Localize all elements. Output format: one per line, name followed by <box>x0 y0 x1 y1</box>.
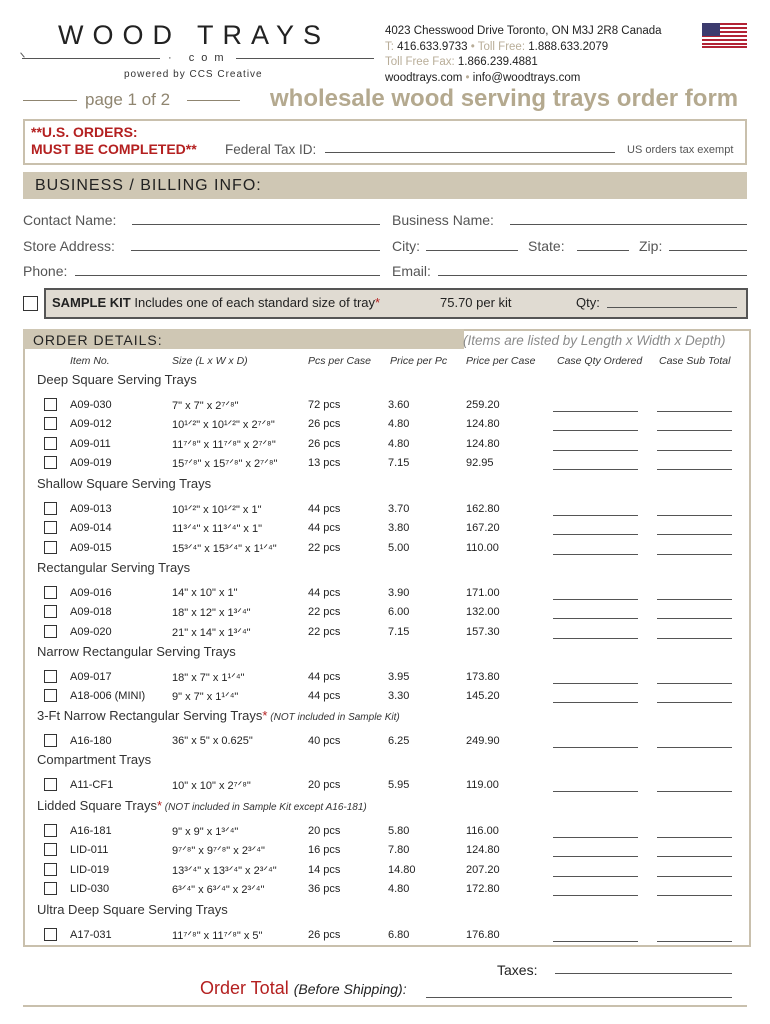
item-price-per-pc: 6.00 <box>388 606 410 619</box>
case-qty-field[interactable] <box>553 856 638 857</box>
item-number: A09-020 <box>70 625 112 638</box>
item-number: A09-013 <box>70 503 112 515</box>
case-qty-field[interactable] <box>553 469 638 470</box>
col-header-price-per-case: Price per Case <box>466 355 536 367</box>
case-subtotal-field[interactable] <box>657 469 732 470</box>
contact-block <box>385 24 662 86</box>
col-header-item-no: Item No. <box>70 355 110 367</box>
order-total-colon: : <box>402 981 407 997</box>
case-qty-field[interactable] <box>553 791 638 792</box>
sample-kit-desc: Includes one of each standard size of tray <box>134 295 376 310</box>
business-name-label: Business Name: <box>392 212 494 228</box>
taxes-field[interactable] <box>555 973 732 974</box>
tel-value: 416.633.9733 <box>397 40 468 53</box>
item-size: 6³ᐟ⁴" x 6³ᐟ⁴" x 2³ᐟ⁴" <box>172 883 265 896</box>
item-size: 9" x 9" x 1³ᐟ⁴" <box>172 826 239 838</box>
case-subtotal-field[interactable] <box>657 702 732 703</box>
case-qty-field[interactable] <box>553 876 638 877</box>
email-field[interactable] <box>438 275 747 276</box>
page-number: page 1 of 2 <box>85 90 171 109</box>
item-checkbox[interactable] <box>44 521 57 534</box>
item-checkbox[interactable] <box>44 689 57 702</box>
tax-exempt-note: US orders tax exempt <box>627 144 734 156</box>
item-price-per-case: 157.30 <box>466 625 500 638</box>
powered-by: powered by CCS Creative <box>124 69 263 80</box>
phone-field[interactable] <box>75 275 380 276</box>
item-number: A16-180 <box>70 735 112 747</box>
item-price-per-pc: 7.15 <box>388 625 410 638</box>
case-subtotal-field[interactable] <box>657 515 732 516</box>
tel-label: T: <box>385 40 394 53</box>
case-subtotal-field[interactable] <box>657 450 732 451</box>
page-rule-left <box>23 100 77 101</box>
col-header-size: Size (L x W x D) <box>172 355 248 367</box>
case-qty-field[interactable] <box>553 895 638 896</box>
item-number: A09-014 <box>70 522 112 535</box>
item-price-per-case: 259.20 <box>466 399 500 411</box>
item-pcs-per-case: 20 pcs <box>308 779 341 791</box>
case-subtotal-field[interactable] <box>657 837 732 838</box>
case-subtotal-field[interactable] <box>657 618 732 619</box>
item-pcs-per-case: 44 pcs <box>308 671 341 683</box>
case-subtotal-field[interactable] <box>657 791 732 792</box>
item-price-per-case: 249.90 <box>466 735 500 747</box>
item-price-per-pc: 14.80 <box>388 863 416 876</box>
item-pcs-per-case: 22 pcs <box>308 541 341 554</box>
item-pcs-per-case: 40 pcs <box>308 735 341 747</box>
category-title <box>37 476 211 491</box>
case-qty-field[interactable] <box>553 450 638 451</box>
sample-kit-line <box>52 295 380 310</box>
item-price-per-pc: 3.80 <box>388 522 410 535</box>
category-note: (NOT included in Sample Kit) <box>267 712 400 723</box>
col-header-price-per-pc: Price per Pc <box>390 355 448 367</box>
item-price-per-case: 162.80 <box>466 503 500 515</box>
item-size: 10" x 10" x 2⁷ᐟ⁸" <box>172 780 251 792</box>
item-pcs-per-case: 44 pcs <box>308 587 341 599</box>
col-header-case-qty: Case Qty Ordered <box>557 355 643 367</box>
case-qty-field[interactable] <box>553 411 638 412</box>
item-checkbox[interactable] <box>44 882 57 895</box>
item-price-per-case: 110.00 <box>466 541 499 554</box>
item-pcs-per-case: 26 pcs <box>308 929 341 941</box>
phone-label: Phone: <box>23 263 68 279</box>
logo-rule-right <box>236 58 374 59</box>
item-price-per-pc: 7.15 <box>388 457 410 470</box>
item-number: A09-012 <box>70 418 112 431</box>
item-price-per-pc: 6.25 <box>388 735 410 747</box>
case-subtotal-field[interactable] <box>657 534 732 535</box>
item-size: 7" x 7" x 2⁷ᐟ⁸" <box>172 400 239 412</box>
item-size: 9⁷ᐟ⁸" x 9⁷ᐟ⁸" x 2³ᐟ⁴" <box>172 845 265 858</box>
item-size: 15⁷ᐟ⁸" x 15⁷ᐟ⁸" x 2⁷ᐟ⁸" <box>172 458 278 471</box>
federal-tax-label: Federal Tax ID: <box>225 142 317 157</box>
item-price-per-case: 124.80 <box>466 844 500 857</box>
item-number: A09-030 <box>70 399 112 411</box>
item-number: A09-015 <box>70 541 112 554</box>
item-price-per-pc: 5.00 <box>388 541 410 554</box>
item-number: A17-031 <box>70 929 112 941</box>
item-checkbox[interactable] <box>44 863 57 876</box>
item-price-per-pc: 5.80 <box>388 825 410 837</box>
item-size: 9" x 7" x 1¹ᐟ⁴" <box>172 690 239 703</box>
case-subtotal-field[interactable] <box>657 599 732 600</box>
item-price-per-pc: 4.80 <box>388 882 410 895</box>
item-pcs-per-case: 72 pcs <box>308 399 341 411</box>
item-price-per-case: 124.80 <box>466 437 500 450</box>
item-pcs-per-case: 22 pcs <box>308 606 341 619</box>
item-number: A09-017 <box>70 671 112 683</box>
item-number: A11-CF1 <box>70 779 114 791</box>
category-star: * <box>156 798 163 813</box>
page-rule-right <box>187 100 240 101</box>
category-title <box>37 798 367 813</box>
store-address-field[interactable] <box>131 250 380 251</box>
item-price-per-case: 145.20 <box>466 689 500 702</box>
item-price-per-case: 167.20 <box>466 522 500 535</box>
case-qty-field[interactable] <box>553 515 638 516</box>
item-number: A09-018 <box>70 606 112 619</box>
item-price-per-pc: 4.80 <box>388 418 410 431</box>
separator-dot: • <box>465 71 473 84</box>
item-checkbox[interactable] <box>44 734 57 747</box>
case-qty-field[interactable] <box>553 554 638 555</box>
us-orders-line1: **U.S. ORDERS: <box>31 124 138 140</box>
case-subtotal-field[interactable] <box>657 554 732 555</box>
item-size: 11⁷ᐟ⁸" x 11⁷ᐟ⁸" x 5" <box>172 930 263 942</box>
case-qty-field[interactable] <box>553 599 638 600</box>
item-size: 10¹ᐟ²" x 10¹ᐟ²" x 2⁷ᐟ⁸" <box>172 419 275 432</box>
category-name: Shallow Square Serving Trays <box>37 476 212 491</box>
sample-kit-star: * <box>375 295 381 310</box>
sample-kit-qty-label: Qty: <box>576 295 600 310</box>
email-label: Email: <box>392 263 431 279</box>
item-size: 18" x 7" x 1¹ᐟ⁴" <box>172 672 245 684</box>
item-size: 11³ᐟ⁴" x 11³ᐟ⁴" x 1" <box>172 523 262 536</box>
item-price-per-pc: 3.95 <box>388 671 410 683</box>
col-header-pcs-per-case: Pcs per Case <box>308 355 372 367</box>
case-qty-field[interactable] <box>553 430 638 431</box>
taxes-label: Taxes: <box>497 962 538 978</box>
category-name: Deep Square Serving Trays <box>37 372 197 387</box>
item-pcs-per-case: 44 pcs <box>308 689 341 702</box>
zip-label: Zip: <box>639 238 663 254</box>
item-checkbox[interactable] <box>44 928 57 941</box>
item-price-per-pc: 5.95 <box>388 779 410 791</box>
item-price-per-case: 207.20 <box>466 863 500 876</box>
category-title <box>37 644 236 659</box>
phone-line <box>385 40 662 56</box>
category-title <box>37 902 228 917</box>
address: 4023 Chesswood Drive Toronto, ON M3J 2R8 Canada <box>385 25 662 37</box>
category-name: Compartment Trays <box>37 752 152 767</box>
us-orders-notice <box>31 124 197 158</box>
item-checkbox[interactable] <box>44 586 57 599</box>
item-number: A09-011 <box>70 437 111 450</box>
item-pcs-per-case: 26 pcs <box>308 418 341 431</box>
order-details-box <box>23 329 751 947</box>
zip-field[interactable] <box>669 250 747 251</box>
city-label: City: <box>392 238 420 254</box>
col-header-case-subtotal: Case Sub Total <box>659 355 731 367</box>
case-qty-field[interactable] <box>553 941 638 942</box>
separator-dot: • <box>470 40 478 53</box>
item-number: A09-016 <box>70 587 112 599</box>
case-qty-field[interactable] <box>553 638 638 639</box>
item-pcs-per-case: 26 pcs <box>308 437 341 450</box>
case-subtotal-field[interactable] <box>657 856 732 857</box>
case-qty-field[interactable] <box>553 534 638 535</box>
bottom-rule <box>23 1005 747 1007</box>
case-qty-field[interactable] <box>553 683 638 684</box>
item-number: A16-181 <box>70 825 112 837</box>
case-subtotal-field[interactable] <box>657 747 732 748</box>
contact-name-field[interactable] <box>132 224 380 225</box>
item-checkbox[interactable] <box>44 670 57 683</box>
item-price-per-pc: 3.90 <box>388 587 410 599</box>
category-name: Narrow Rectangular Serving Trays <box>37 644 236 659</box>
logo-rule-left-tip <box>20 52 25 57</box>
item-size: 10¹ᐟ²" x 10¹ᐟ²" x 1" <box>172 504 262 516</box>
order-details-note: (Items are listed by Length x Width x Depth) <box>463 333 726 348</box>
item-checkbox[interactable] <box>44 824 57 837</box>
item-price-per-case: 172.80 <box>466 882 500 895</box>
item-price-per-pc: 7.80 <box>388 844 410 857</box>
item-size: 11⁷ᐟ⁸" x 11⁷ᐟ⁸" x 2⁷ᐟ⁸" <box>172 438 276 451</box>
item-checkbox[interactable] <box>44 605 57 618</box>
item-price-per-pc: 3.30 <box>388 689 410 702</box>
logo-rule-left <box>22 58 160 59</box>
item-pcs-per-case: 36 pcs <box>308 882 341 895</box>
logo-title: WOOD TRAYS <box>58 20 331 50</box>
case-subtotal-field[interactable] <box>657 411 732 412</box>
item-price-per-case: 176.80 <box>466 929 500 941</box>
case-qty-field[interactable] <box>553 747 638 748</box>
sample-kit-qty-field[interactable] <box>607 307 737 308</box>
item-checkbox[interactable] <box>44 625 57 638</box>
item-price-per-pc: 6.80 <box>388 929 410 941</box>
us-orders-line2: MUST BE COMPLETED** <box>31 141 197 157</box>
fax-line <box>385 55 662 71</box>
item-price-per-pc: 3.60 <box>388 399 410 411</box>
item-pcs-per-case: 14 pcs <box>308 863 341 876</box>
item-price-per-case: 92.95 <box>466 457 494 470</box>
state-label: State: <box>528 238 565 254</box>
web-line <box>385 71 662 87</box>
category-title <box>37 560 190 575</box>
item-price-per-pc: 3.70 <box>388 503 410 515</box>
category-name: Rectangular Serving Trays <box>37 560 191 575</box>
tollfree-label: Toll Free: <box>477 40 526 53</box>
order-total-line <box>200 978 407 999</box>
business-name-field[interactable] <box>510 224 747 225</box>
case-qty-field[interactable] <box>553 702 638 703</box>
billing-heading: BUSINESS / BILLING INFO: <box>35 177 262 194</box>
item-size: 36" x 5" x 0.625" <box>172 735 253 747</box>
item-price-per-case: 116.00 <box>466 825 499 837</box>
item-size: 13³ᐟ⁴" x 13³ᐟ⁴" x 2³ᐟ⁴" <box>172 864 277 877</box>
fax-label: Toll Free Fax: <box>385 56 455 68</box>
case-subtotal-field[interactable] <box>657 683 732 684</box>
fax-value: 1.866.239.4881 <box>457 56 538 68</box>
email-link[interactable]: info@woodtrays.com <box>472 71 581 84</box>
tollfree-value: 1.888.633.2079 <box>528 40 609 53</box>
item-pcs-per-case: 22 pcs <box>308 625 341 638</box>
item-number: LID-019 <box>70 863 110 876</box>
item-pcs-per-case: 44 pcs <box>308 522 341 535</box>
category-star: * <box>262 708 268 723</box>
item-price-per-case: 173.80 <box>466 671 500 683</box>
category-note: (NOT included in Sample Kit except A16-181) <box>162 802 367 813</box>
sample-kit-price: 75.70 per kit <box>440 295 512 310</box>
case-qty-field[interactable] <box>553 837 638 838</box>
item-number: A09-019 <box>70 457 112 470</box>
item-checkbox[interactable] <box>44 456 57 469</box>
us-flag-icon <box>702 23 747 48</box>
federal-tax-field[interactable] <box>325 152 615 153</box>
item-size: 15³ᐟ⁴" x 15³ᐟ⁴" x 1¹ᐟ⁴" <box>172 542 277 555</box>
item-price-per-case: 119.00 <box>466 779 499 791</box>
contact-name-label: Contact Name: <box>23 212 117 228</box>
case-subtotal-field[interactable] <box>657 638 732 639</box>
before-shipping-note: (Before Shipping) <box>293 981 403 997</box>
item-checkbox[interactable] <box>44 843 57 856</box>
order-details-heading: ORDER DETAILS: <box>33 332 163 348</box>
category-name: Ultra Deep Square Serving Trays <box>37 902 228 917</box>
form-title: wholesale wood serving trays order form <box>270 85 739 112</box>
item-pcs-per-case: 44 pcs <box>308 503 341 515</box>
state-field[interactable] <box>577 250 629 251</box>
item-checkbox[interactable] <box>44 541 57 554</box>
category-title <box>37 708 400 723</box>
category-title <box>37 372 197 387</box>
sample-kit-label: SAMPLE KIT <box>52 295 131 310</box>
category-title <box>37 752 151 767</box>
case-subtotal-field[interactable] <box>657 430 732 431</box>
item-price-per-pc: 4.80 <box>388 437 410 450</box>
order-total-label: Order Total <box>200 978 289 998</box>
item-checkbox[interactable] <box>44 437 57 450</box>
city-field[interactable] <box>426 250 518 251</box>
item-size: 21" x 14" x 1³ᐟ⁴" <box>172 626 251 639</box>
item-price-per-case: 171.00 <box>466 587 500 599</box>
item-checkbox[interactable] <box>44 502 57 515</box>
sample-kit-checkbox[interactable] <box>23 296 38 311</box>
item-size: 18" x 12" x 1³ᐟ⁴" <box>172 607 251 620</box>
item-number: LID-011 <box>70 844 109 857</box>
case-subtotal-field[interactable] <box>657 941 732 942</box>
category-name: 3-Ft Narrow Rectangular Serving Trays <box>37 708 263 723</box>
item-pcs-per-case: 20 pcs <box>308 825 341 837</box>
store-address-label: Store Address: <box>23 238 115 254</box>
order-total-field[interactable] <box>426 997 732 998</box>
item-checkbox[interactable] <box>44 417 57 430</box>
website-link[interactable]: woodtrays.com <box>385 71 463 84</box>
item-checkbox[interactable] <box>44 398 57 411</box>
item-pcs-per-case: 13 pcs <box>308 457 341 470</box>
item-number: LID-030 <box>70 882 110 895</box>
item-pcs-per-case: 16 pcs <box>308 844 341 857</box>
case-qty-field[interactable] <box>553 618 638 619</box>
category-name: Lidded Square Trays <box>37 798 157 813</box>
item-price-per-case: 124.80 <box>466 418 500 431</box>
logo-com: com <box>188 52 231 64</box>
case-subtotal-field[interactable] <box>657 876 732 877</box>
logo-subtitle: · com <box>168 52 231 64</box>
item-price-per-case: 132.00 <box>466 606 500 619</box>
item-size: 14" x 10" x 1" <box>172 587 238 599</box>
item-number: A18-006 (MINI) <box>70 689 146 702</box>
case-subtotal-field[interactable] <box>657 895 732 896</box>
item-checkbox[interactable] <box>44 778 57 791</box>
